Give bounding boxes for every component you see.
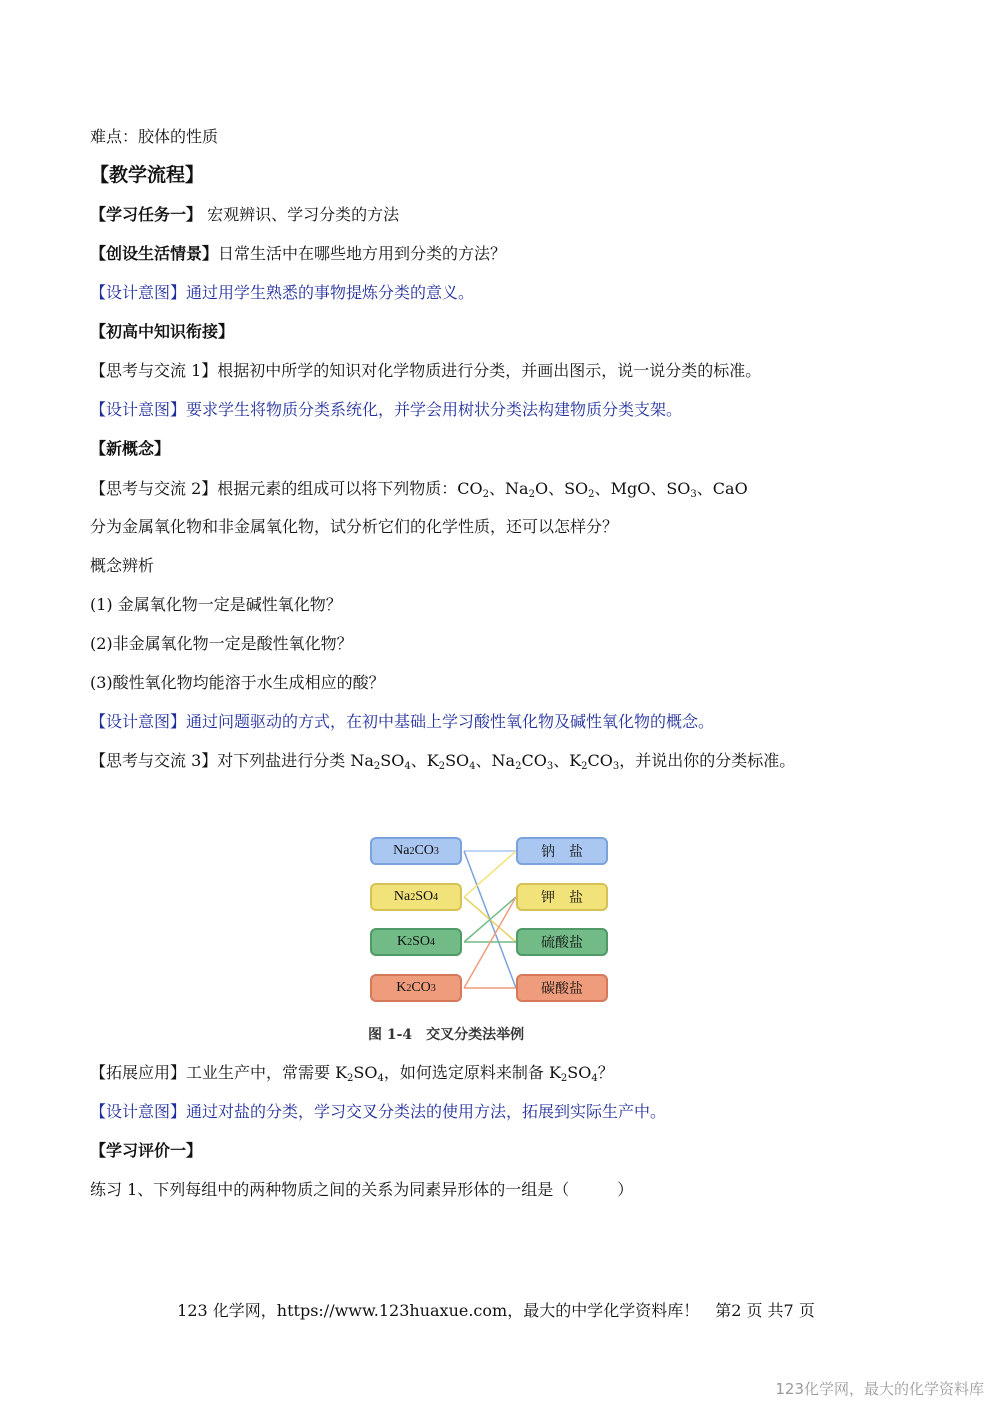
scenario-text: 日常生活中在哪些地方用到分类的方法？ — [218, 244, 507, 263]
expand-prefix: 【拓展应用】工业生产中，常需要 — [90, 1063, 336, 1082]
think3-prefix: 【思考与交流 3】对下列盐进行分类 — [90, 751, 351, 770]
box-carbonate: 碳酸盐 — [516, 974, 608, 1002]
exercise-1: 练习 1、下列每组中的两种物质之间的关系为同素异形体的一组是（ ） — [90, 1180, 634, 1199]
box-k2co3: K 2 CO 3 — [370, 974, 462, 1002]
box-na2so4: Na 2 SO 4 — [370, 883, 462, 911]
new-concept-title: 【新概念】 — [90, 439, 171, 458]
formula-mgo: MgO — [610, 479, 651, 498]
formula-cao: CaO — [712, 479, 748, 498]
concept-analysis: 概念辨析 — [90, 556, 155, 575]
expand-mid: ，如何选定原料来制备 — [383, 1063, 549, 1082]
formula-k2so4: $K_2SO_4$ — [426, 751, 476, 772]
question-3: (3)酸性氧化物均能溶于水生成相应的酸？ — [90, 673, 385, 692]
section-title: 【教学流程】 — [90, 164, 205, 186]
bridge-title: 【初高中知识衔接】 — [90, 322, 235, 341]
figure-caption: 图 1-4 交叉分类法举例 — [368, 1027, 525, 1043]
question-2: (2)非金属氧化物一定是酸性氧化物？ — [90, 634, 353, 653]
think-exchange-1: 【思考与交流 1】根据初中所学的知识对化学物质进行分类，并画出图示，说一说分类的标准。 — [90, 361, 762, 380]
box-k2so4: K 2 SO 4 — [370, 928, 462, 956]
think-exchange-3: 【思考与交流 3】对下列盐进行分类 $Na_2SO_4$、$K_2SO_4$、$Na_2CO_3$、$K_2CO_3$，并说出你的分类标准。 — [90, 751, 796, 772]
formula-na2o: $Na_2O$ — [505, 479, 549, 500]
design-intent-1: 【设计意图】通过用学生熟悉的事物提炼分类的意义。 — [90, 283, 475, 302]
box-potassium-salt: 钾 盐 — [516, 883, 608, 911]
task1-text: 宏观辨识、学习分类的方法 — [202, 205, 400, 224]
design-intent-3: 【设计意图】通过问题驱动的方式，在初中基础上学习酸性氧化物及碱性氧化物的概念。 — [90, 712, 715, 731]
design-intent-4: 【设计意图】通过对盐的分类，学习交叉分类法的使用方法，拓展到实际生产中。 — [90, 1102, 667, 1121]
think-exchange-2: 【思考与交流 2】根据元素的组成可以将下列物质：$CO_2$、$Na_2O$、$SO_2$、MgO、$SO_3$、CaO — [90, 479, 748, 500]
formula-co2: $CO_2$ — [457, 479, 490, 500]
formula-na2co3: $Na_2CO_3$ — [491, 751, 554, 772]
formula-k2so4-b: $K_2SO_4$ — [548, 1063, 598, 1084]
think3-suffix: ，并说出你的分类标准。 — [619, 751, 796, 770]
expand-application — [90, 1062, 614, 1090]
formula-so3: $SO_3$ — [666, 479, 697, 500]
box-sodium-salt: 钠 盐 — [516, 837, 608, 865]
box-na2co3: Na 2 CO 3 — [370, 837, 462, 865]
formula-k2co3: $K_2CO_3$ — [569, 751, 620, 772]
expand-suffix: ？ — [597, 1063, 614, 1082]
formula-k2so4-a: $K_2SO_4$ — [335, 1063, 384, 1084]
formula-na2so4: $Na_2SO_4$ — [350, 751, 411, 772]
question-1: (1) 金属氧化物一定是碱性氧化物？ — [90, 595, 342, 614]
design-intent-2: 【设计意图】要求学生将物质分类系统化，并学会用树状分类法构建物质分类支架。 — [90, 400, 683, 419]
box-sulfate: 硫酸盐 — [516, 928, 608, 956]
scenario-tag: 【创设生活情景】 — [90, 244, 219, 263]
evaluation-title: 【学习评价一】 — [90, 1141, 203, 1160]
difficulty-text: 难点：胶体的性质 — [90, 127, 219, 146]
link-na2so4-sodium — [464, 851, 516, 897]
task1-tag: 【学习任务一】 — [90, 205, 203, 224]
formula-so2: $SO_2$ — [564, 479, 595, 500]
think2-prefix: 【思考与交流 2】根据元素的组成可以将下列物质： — [90, 479, 458, 498]
watermark: 123化学网，最大的化学资料库 — [775, 1380, 984, 1398]
page-footer: 123 化学网，https://www.123huaxue.com，最大的中学化学资料库！ 第2 页 共7 页 — [177, 1301, 815, 1320]
think2-line2: 分为金属氧化物和非金属氧化物，试分析它们的化学性质，还可以怎样分？ — [90, 517, 619, 536]
